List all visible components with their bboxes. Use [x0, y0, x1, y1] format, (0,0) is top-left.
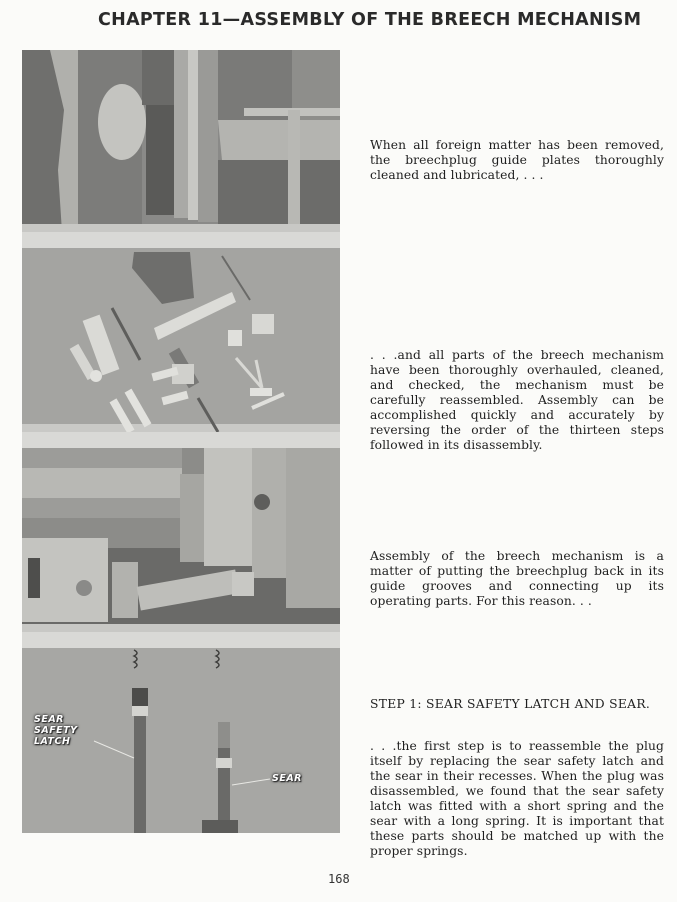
photo-breechplug-grooves: [22, 448, 340, 632]
paragraph-guide-plates: When all foreign matter has been removed, the breechplug guide plates thoroughly cleaned and lubricated, . . .: [370, 138, 664, 183]
sear-safety-latch-label: SEAR SAFETY LATCH: [34, 714, 78, 747]
photo-parts-layout: [22, 248, 340, 432]
paragraph-assembly-overview: Assembly of the breech mechanism is a matter of putting the breechplug back in its guide grooves and connecting up its operating parts. For this reason. . .: [370, 549, 664, 609]
sear-label: SEAR: [272, 773, 302, 784]
chapter-title: CHAPTER 11—ASSEMBLY OF THE BREECH MECHANISM: [98, 10, 642, 30]
page-number: 168: [328, 872, 350, 886]
photo-guide-plates: [22, 50, 340, 232]
step-1-heading: STEP 1: SEAR SAFETY LATCH AND SEAR.: [370, 697, 651, 711]
paragraph-parts-overhauled: . . .and all parts of the breech mechanism have been thoroughly overhauled, cleaned, and checked, the mechanism must be carefully reassembled. Assembly can be accomplished quickly and accurately by reversing the order of the thirteen steps followed in its disassembly.: [370, 348, 664, 453]
paragraph-step-1: . . .the first step is to reassemble the plug itself by replacing the sear safety latch and the sear in their recesses. When the plug was disassembled, we found that the sear safety latch was fitted with a short spring and the sear with a long spring. It is important that these parts should be matched up with the proper springs.: [370, 739, 664, 859]
